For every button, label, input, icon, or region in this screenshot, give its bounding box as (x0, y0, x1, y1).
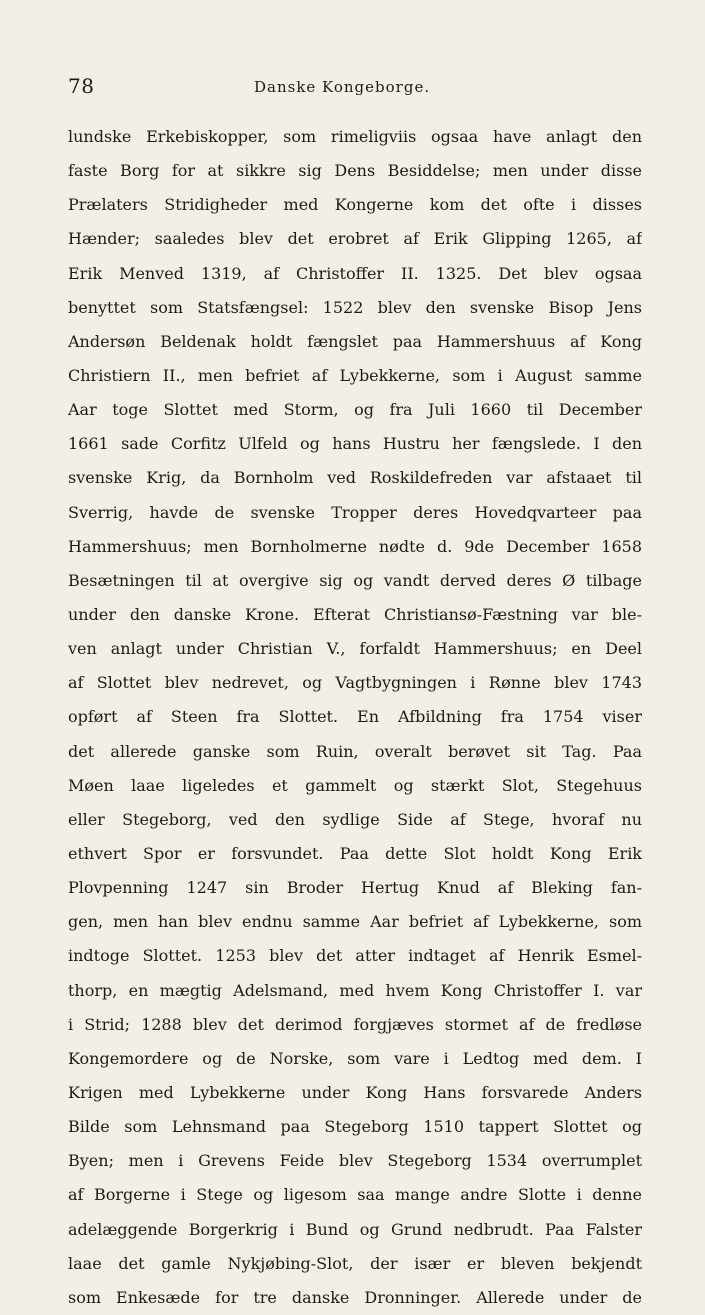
page-header (68, 74, 665, 104)
text-line: Erik Menved 1319, af Christoffer II. 1325. Det blev ogsaa (68, 263, 642, 283)
text-line: Plovpenning 1247 sin Broder Hertug Knud af Bleking fan- (68, 878, 642, 898)
text-line: Andersøn Beldenak holdt fængslet paa Hammershuus af Kong (68, 331, 642, 351)
text-line: Christiern II., men befriet af Lybekkerne, som i August samme (68, 365, 642, 385)
page-number: 78 (68, 74, 95, 98)
text-line: Krigen med Lybekkerne under Kong Hans forsvarede Anders (68, 1082, 642, 1102)
text-line: opført af Steen fra Slottet. En Afbildning fra 1754 viser (68, 707, 642, 727)
text-line: i Strid; 1288 blev det derimod forgjæves stormet af de fredløse (68, 1014, 642, 1034)
text-line: ven anlagt under Christian V., forfaldt Hammershuus; en Deel (68, 639, 642, 659)
text-line: Prælaters Stridigheder med Kongerne kom det ofte i disses (68, 195, 642, 215)
text-line: det allerede ganske som Ruin, overalt berøvet sit Tag. Paa (68, 741, 642, 761)
text-line: Bilde som Lehnsmand paa Stegeborg 1510 tappert Slottet og (68, 1117, 642, 1137)
running-head: Danske Kongeborge. (254, 78, 431, 96)
text-line: laae det gamle Nykjøbing-Slot, der især er bleven bekjendt (68, 1253, 642, 1273)
text-line: ethvert Spor er forsvundet. Paa dette Slot holdt Kong Erik (68, 843, 642, 863)
text-line: eller Stegeborg, ved den sydlige Side af Stege, hvoraf nu (68, 809, 642, 829)
text-line: under den danske Krone. Efterat Christiansø-Fæstning var ble- (68, 604, 642, 624)
text-line: Byen; men i Grevens Feide blev Stegeborg 1534 overrumplet (68, 1151, 642, 1171)
text-line: 1661 sade Corfitz Ulfeld og hans Hustru her fængslede. I den (68, 434, 642, 454)
text-line: Kongemordere og de Norske, som vare i Ledtog med dem. I (68, 1048, 642, 1068)
body-text (68, 120, 642, 1315)
text-line: Hænder; saaledes blev det erobret af Erik Glipping 1265, af (68, 229, 642, 249)
text-line: benyttet som Statsfængsel: 1522 blev den svenske Bisop Jens (68, 297, 642, 317)
text-line: Sverrig, havde de svenske Tropper deres Hovedqvarteer paa (68, 502, 642, 522)
text-line: gen, men han blev endnu samme Aar befriet af Lybekkerne, som (68, 912, 642, 932)
text-line: adelæggende Borgerkrig i Bund og Grund nedbrudt. Paa Falster (68, 1219, 642, 1239)
text-line: thorp, en mægtig Adelsmand, med hvem Kong Christoffer I. var (68, 980, 642, 1000)
text-line: af Slottet blev nedrevet, og Vagtbygningen i Rønne blev 1743 (68, 673, 642, 693)
text-line: Møen laae ligeledes et gammelt og stærkt Slot, Stegehuus (68, 775, 642, 795)
text-line: af Borgerne i Stege og ligesom saa mange andre Slotte i denne (68, 1185, 642, 1205)
text-line: Besætningen til at overgive sig og vandt derved deres Ø tilbage (68, 570, 642, 590)
text-line: faste Borg for at sikkre sig Dens Besiddelse; men under disse (68, 161, 642, 181)
text-line: svenske Krig, da Bornholm ved Roskildefreden var afstaaet til (68, 468, 642, 488)
text-line: Hammershuus; men Bornholmerne nødte d. 9de December 1658 (68, 536, 642, 556)
text-line: Aar toge Slottet med Storm, og fra Juli 1660 til December (68, 400, 642, 420)
text-line: lundske Erkebiskopper, som rimeligviis ogsaa have anlagt den (68, 127, 642, 146)
text-line: indtoge Slottet. 1253 blev det atter indtaget af Henrik Esmel- (68, 946, 642, 966)
text-line: som Enkesæde for tre danske Dronninger. Allerede under de (68, 1287, 642, 1307)
